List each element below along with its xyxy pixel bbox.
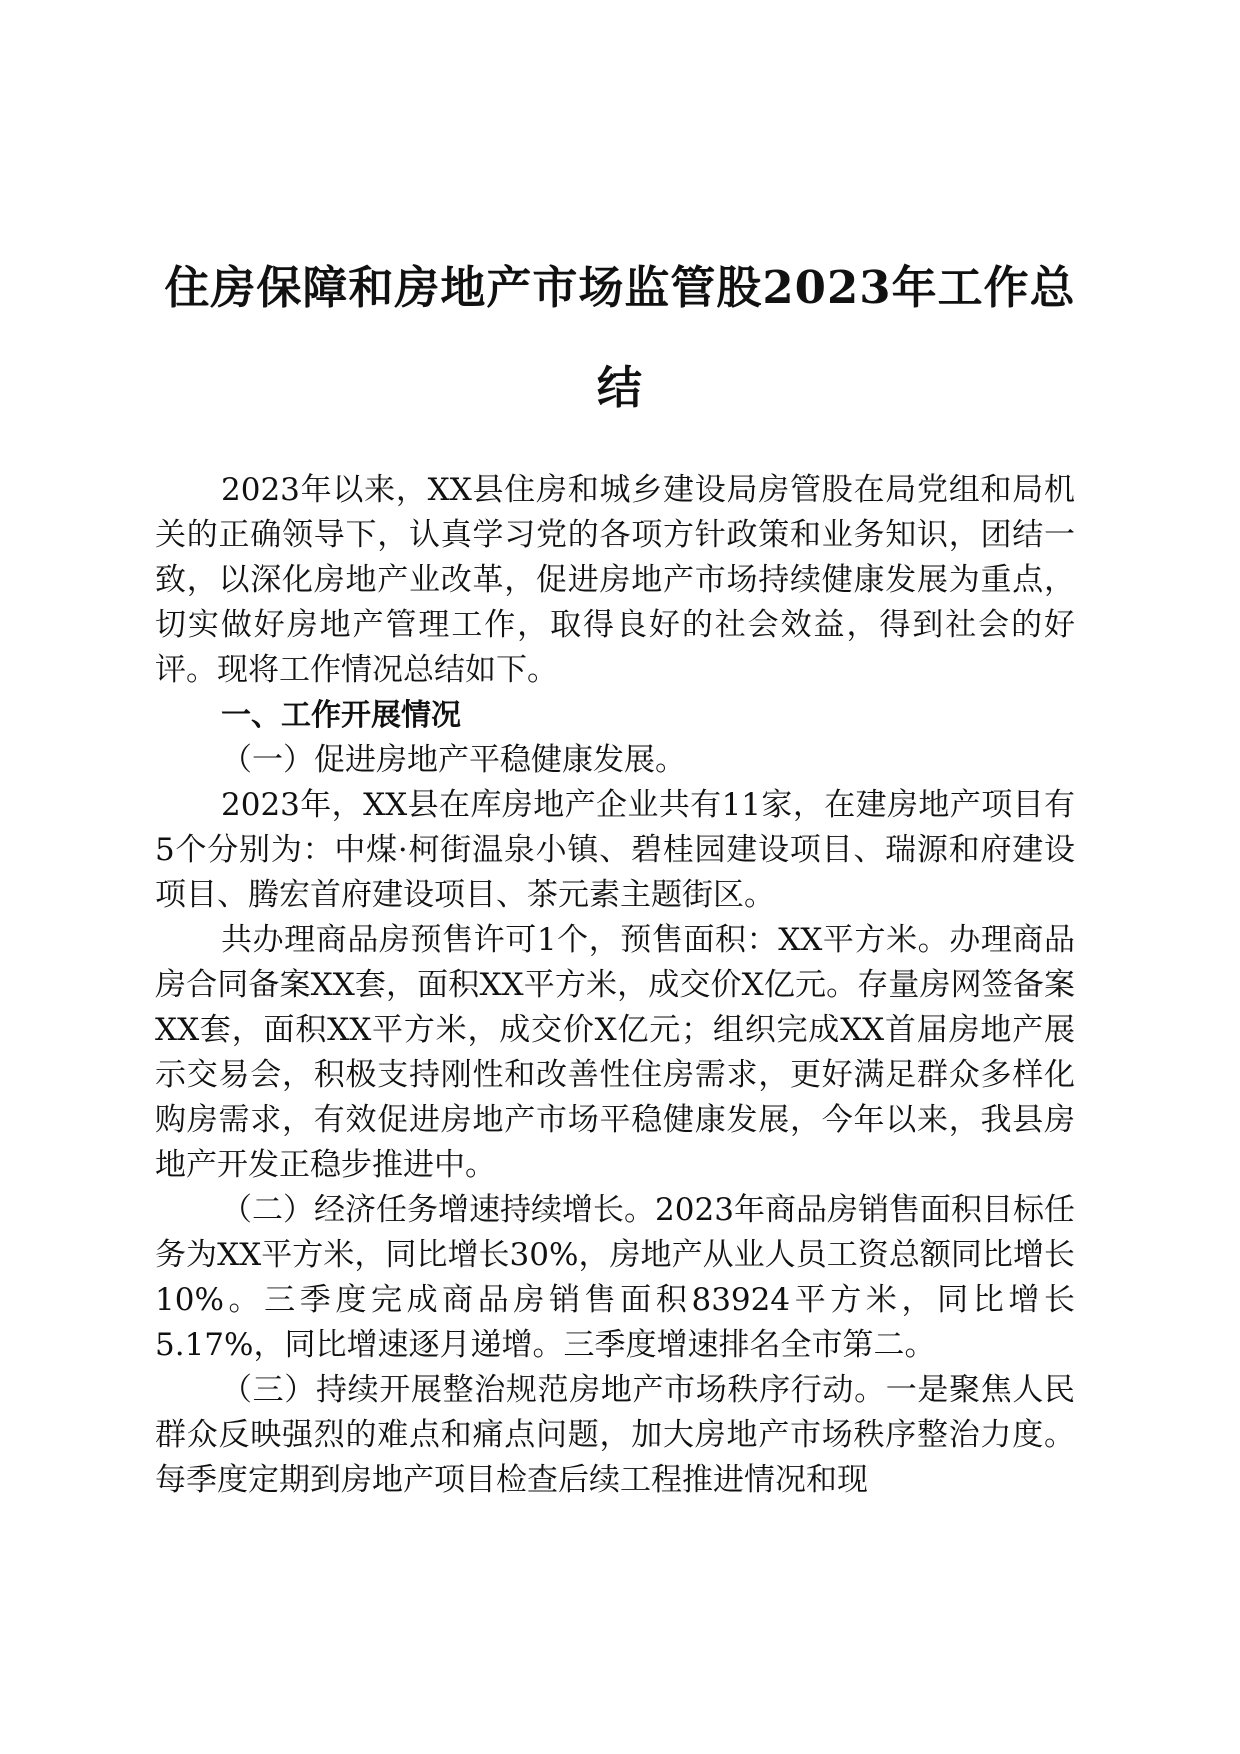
paragraph-projects: 2023年，XX县在库房地产企业共有11家，在建房地产项目有5个分别为：中煤·柯街温泉小镇、碧桂园建设项目、瑞源和府建设项目、腾宏首府建设项目、茶元素主题街区。 xyxy=(155,787,1075,913)
document-title: 住房保障和房地产市场监管股2023年工作总结 xyxy=(164,261,1076,414)
section-heading: 一、工作开展情况 xyxy=(221,698,461,733)
paragraph-presale: 共办理商品房预售许可1个，预售面积：XX平方米。办理商品房合同备案XX套，面积XX平方米，成交价X亿元。存量房网签备案XX套，面积XX平方米，成交价X亿元；组织完成XX首届房地产展示交易会，积极支持刚性和改善性住房需求，更好满足群众多样化购房需求，有效促进房地产市场平稳健康发展，今年以来，我县房地产开发正稳步推进中。 xyxy=(155,922,1075,1183)
subsection-heading: （一）促进房地产平稳健康发展。 xyxy=(221,742,686,778)
document-body xyxy=(155,468,1075,1503)
paragraph-rectification: （三）持续开展整治规范房地产市场秩序行动。一是聚焦人民群众反映强烈的难点和痛点问题，加大房地产市场秩序整治力度。每季度定期到房地产项目检查后续工程推进情况和现 xyxy=(155,1372,1075,1498)
paragraph-intro: 2023年以来，XX县住房和城乡建设局房管股在局党组和局机关的正确领导下，认真学习党的各项方针政策和业务知识，团结一致，以深化房地产业改革，促进房地产市场持续健康发展为重点，切实做好房地产管理工作，取得良好的社会效益，得到社会的好评。现将工作情况总结如下。 xyxy=(155,472,1075,688)
paragraph-growth: （二）经济任务增速持续增长。2023年商品房销售面积目标任务为XX平方米，同比增长30%，房地产从业人员工资总额同比增长10%。三季度完成商品房销售面积83924平方米，同比增长5.17%，同比增速逐月递增。三季度增速排名全市第二。 xyxy=(155,1192,1075,1363)
